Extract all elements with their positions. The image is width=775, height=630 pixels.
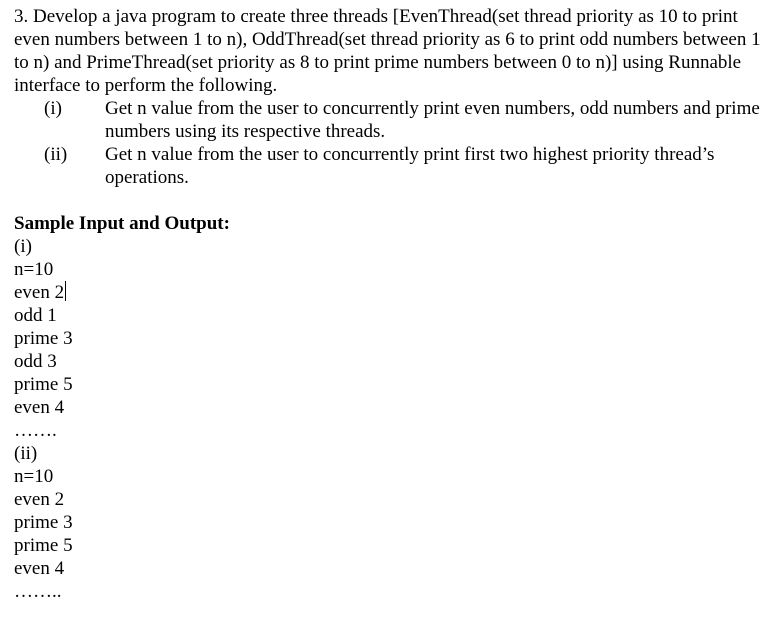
sample-ellipsis: …….. bbox=[14, 581, 62, 602]
sample-output bbox=[14, 235, 769, 603]
document-page bbox=[14, 5, 769, 603]
subitem-i bbox=[14, 97, 769, 143]
sample-line: prime 3 bbox=[14, 512, 73, 533]
sample-line: even 4 bbox=[14, 558, 65, 579]
subitem-i-number: (i) bbox=[44, 98, 62, 119]
sample-line: (ii) bbox=[14, 443, 38, 464]
sample-line: prime 5 bbox=[14, 374, 73, 395]
sample-line: odd 1 bbox=[14, 305, 57, 326]
subitem-i-text: Get n value from the user to concurrently print even numbers, odd numbers and prime numbers using its respective threads. bbox=[105, 98, 760, 142]
subitem-ii-text: Get n value from the user to concurrently print first two highest priority thread’s operations. bbox=[105, 144, 715, 188]
sample-line: (i) bbox=[14, 236, 32, 257]
subitem-ii bbox=[14, 143, 769, 189]
sample-line: prime 3 bbox=[14, 328, 73, 349]
subitem-ii-number: (ii) bbox=[44, 144, 68, 165]
sample-ellipsis: ……. bbox=[14, 420, 57, 441]
sample-line: odd 3 bbox=[14, 351, 57, 372]
sample-line: even 2 bbox=[14, 489, 65, 510]
sample-line: n=10 bbox=[14, 259, 54, 280]
sample-line: even 4 bbox=[14, 397, 65, 418]
sample-heading: Sample Input and Output: bbox=[14, 213, 230, 234]
sample-line: prime 5 bbox=[14, 535, 73, 556]
text-cursor bbox=[65, 281, 66, 301]
sample-line-with-cursor bbox=[14, 281, 769, 304]
sample-line-text: even 2 bbox=[14, 282, 65, 303]
sample-line: n=10 bbox=[14, 466, 54, 487]
question-paragraph: 3. Develop a java program to create three threads [EvenThread(set thread priority as 10 to print even numbers between 1 to n), OddThread(set thread priority as 6 to print odd numbers between 1 to n) and PrimeThread(set priority as 8 to print prime numbers between 0 to n)] using Runnable interface to perform the following. bbox=[14, 6, 761, 96]
